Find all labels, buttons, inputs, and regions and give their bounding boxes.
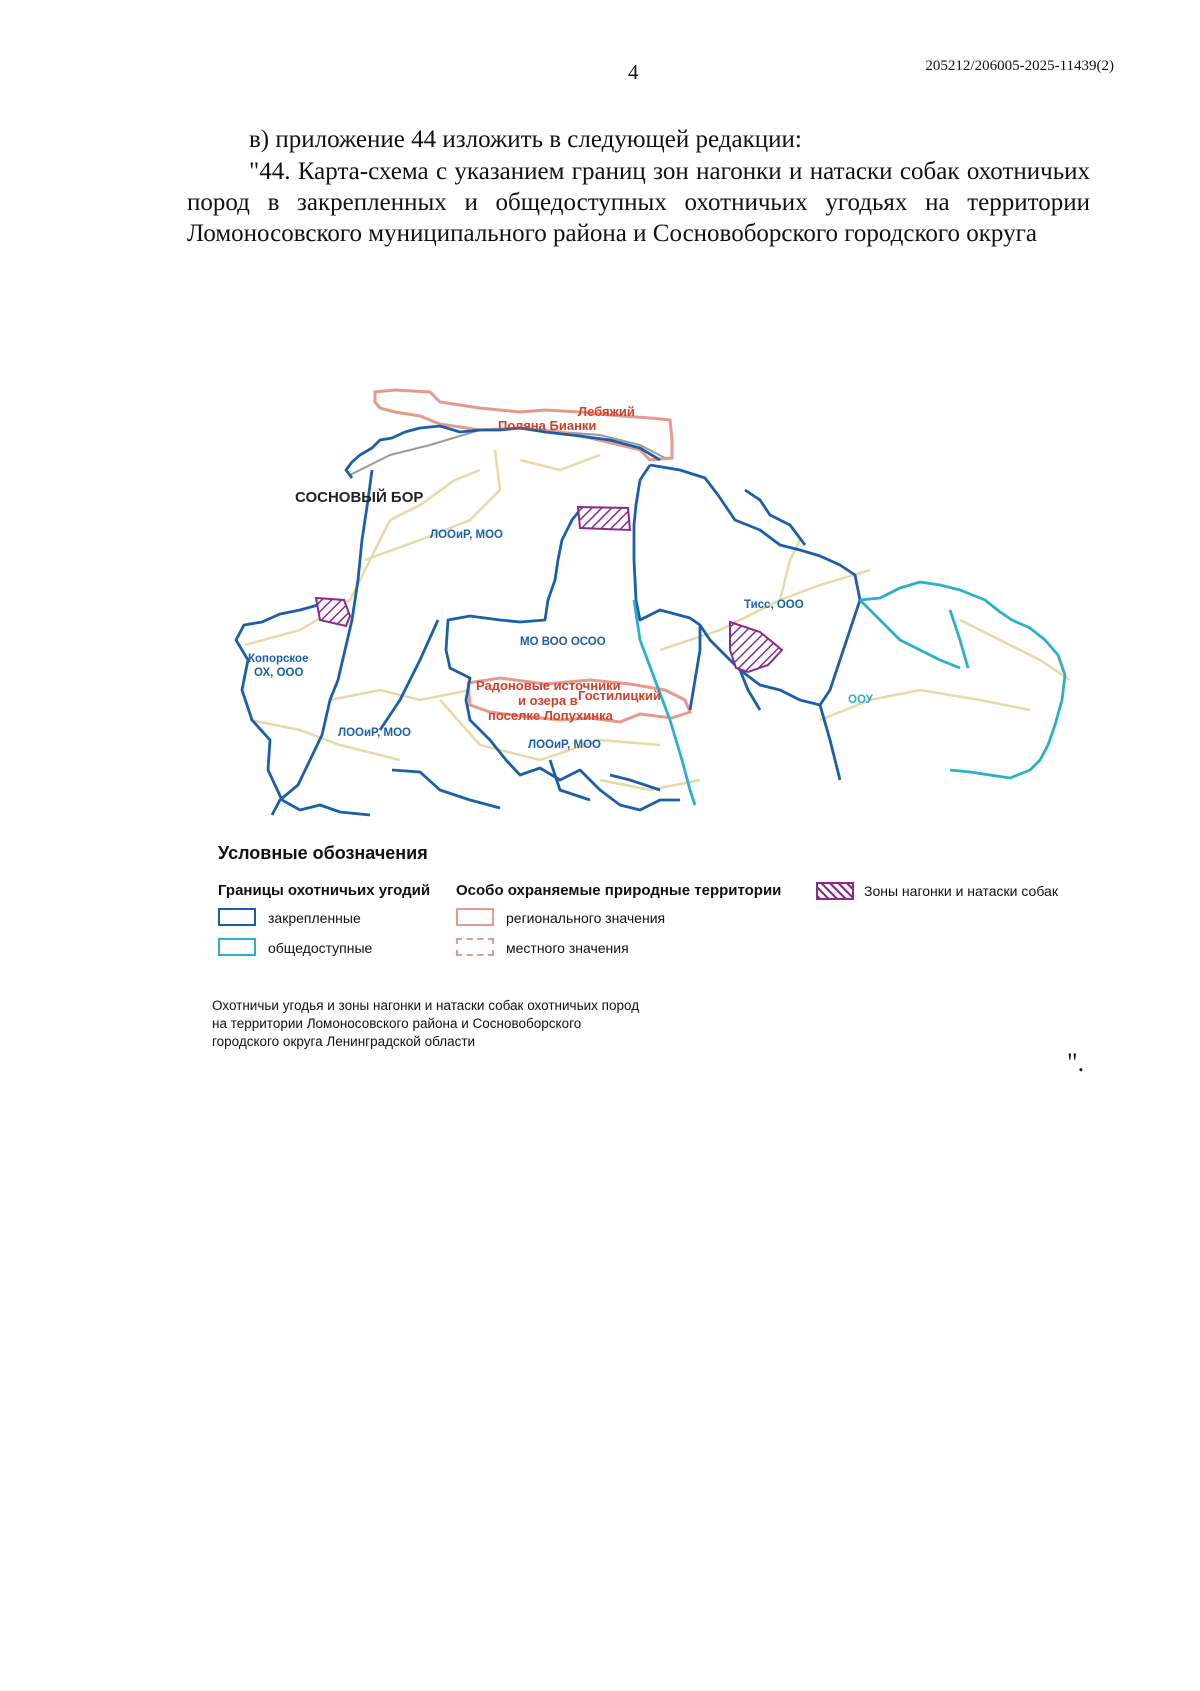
caption-line-2: на территории Ломоносовского района и Сосновоборского — [212, 1016, 582, 1031]
label-tiss: Тисс, ООО — [744, 599, 804, 611]
legend-protected-heading: Особо охраняемые природные территории — [456, 882, 782, 899]
intro-paragraph: в) приложение 44 изложить в следующей редакции: — [249, 126, 802, 153]
legend-zone-swatch — [816, 882, 854, 900]
roads — [245, 450, 1070, 790]
map-caption — [212, 997, 772, 1051]
legend-local-label: местного значения — [506, 940, 629, 956]
appendix-item-paragraph: "44. Карта-схема с указанием границ зон нагонки и натаски собак охотничьих пород в закрепленных и общедоступных охотничьих угодьях на территории Ломоносовского муниципального района и Сосновоборского городского округа — [187, 158, 1090, 247]
caption-line-3: городского округа Ленинградской области — [212, 1034, 476, 1049]
caption-line-1: Охотничьи угодья и зоны нагонки и натаски собак охотничьих пород — [212, 998, 640, 1013]
protected-area-radon — [468, 678, 690, 722]
label-oou: ООУ — [848, 694, 873, 706]
legend-assigned-swatch — [218, 908, 256, 926]
public-borders — [634, 582, 1065, 805]
label-koporskoe-1: Копорское — [248, 653, 309, 665]
label-radon-2: и озера в — [518, 693, 578, 708]
assigned-borders — [236, 426, 860, 815]
page-number: 4 — [628, 60, 639, 84]
legend-public-swatch — [218, 938, 256, 956]
label-looir-west: ЛООиР, МОО — [338, 727, 411, 739]
label-radon-1: Радоновые источники — [476, 678, 621, 693]
protected-area-north — [375, 390, 672, 460]
label-lebyazhiy: Лебяжий — [578, 404, 635, 419]
zone-sosnovy-bor — [316, 598, 350, 626]
label-looir-south: ЛООиР, МОО — [528, 739, 601, 751]
label-gostilitsky: Гостилицкий — [578, 688, 661, 703]
label-radon-3: поселке Лопухинка — [488, 708, 613, 723]
legend-zones-label: Зоны нагонки и натаски собак — [864, 883, 1058, 899]
legend-title: Условные обозначения — [218, 843, 428, 863]
map-labels — [248, 404, 874, 751]
label-sosnovy-bor: СОСНОВЫЙ БОР — [295, 489, 424, 506]
legend-hunting-grounds-heading: Границы охотничьих угодий — [218, 882, 431, 899]
document-id: 205212/206005-2025-11439(2) — [925, 58, 1114, 74]
dog-training-zones — [316, 507, 782, 672]
label-mo-voo: МО ВОО ОСОО — [520, 636, 606, 648]
coastline — [350, 428, 665, 475]
zone-tiss — [730, 622, 782, 672]
legend-assigned-label: закрепленные — [268, 910, 361, 926]
legend-regional-swatch — [456, 908, 494, 926]
label-looir-north: ЛООиР, МОО — [430, 529, 503, 541]
label-polyana-bianki: Поляна Бианки — [498, 418, 597, 433]
label-koporskoe-2: ОХ, ООО — [254, 667, 304, 679]
legend-local-swatch — [456, 938, 494, 956]
legend-public-label: общедоступные — [268, 940, 373, 956]
closing-quote: ". — [1067, 1048, 1085, 1077]
legend-regional-label: регионального значения — [506, 910, 666, 926]
zone-north — [578, 507, 630, 530]
